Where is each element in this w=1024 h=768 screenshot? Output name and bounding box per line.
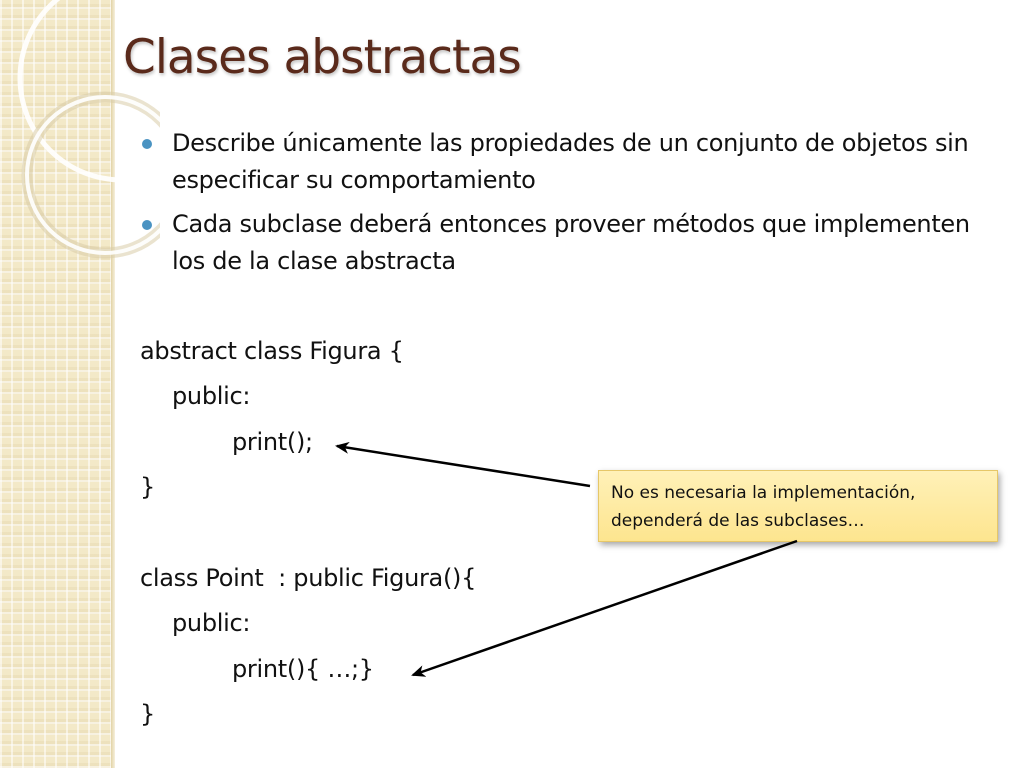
callout-line: dependerá de las subclases…	[611, 511, 865, 531]
code-line: }	[140, 700, 155, 728]
arrow-icon	[337, 446, 590, 486]
arrow-icon	[413, 541, 797, 675]
code-line: print();	[232, 428, 313, 456]
bullet-text: Cada subclase deberá entonces proveer métodos que implementen los de la clase abstracta	[172, 210, 970, 275]
code-line: print(){ …;}	[232, 655, 374, 683]
slide-title: Clases abstractas	[123, 30, 521, 85]
bullet-text: Describe únicamente las propiedades de un conjunto de objetos sin especificar su comportamiento	[172, 129, 969, 194]
code-line: public:	[172, 609, 251, 637]
code-line: public:	[172, 382, 251, 410]
code-line: class Point : public Figura(){	[140, 564, 477, 592]
callout-line: No es necesaria la implementación,	[611, 483, 916, 503]
code-line: abstract class Figura {	[140, 337, 404, 365]
code-line: }	[140, 473, 155, 501]
